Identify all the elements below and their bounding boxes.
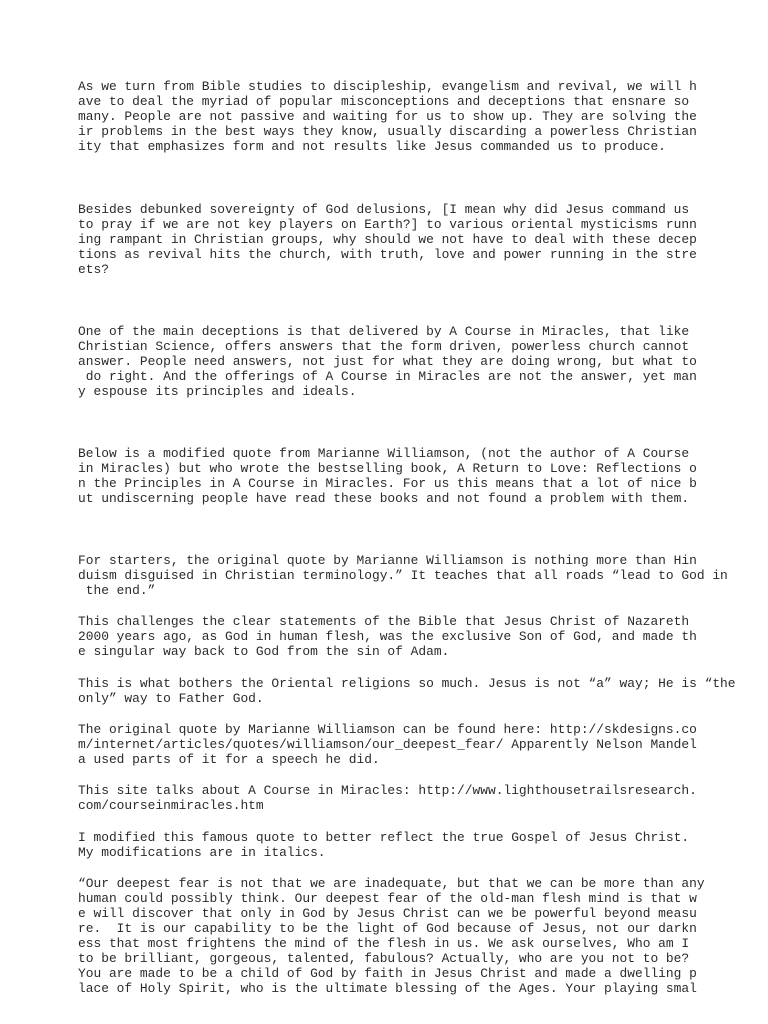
text-line: e singular way back to God from the sin of Adam. [78,644,450,659]
text-line: many. People are not passive and waiting for us to show up. They are solving the [78,109,697,124]
text-line: ir problems in the best ways they know, usually discarding a powerless Christian [78,124,697,139]
text-line: n the Principles in A Course in Miracles. For us this means that a lot of nice b [78,476,697,491]
text-line: ets? [78,262,109,277]
text-line: in Miracles) but who wrote the bestselling book, A Return to Love: Reflections o [78,461,697,476]
text-line: As we turn from Bible studies to discipleship, evangelism and revival, we will h [78,79,697,94]
text-line: the end.” [78,583,156,598]
text-line: only” way to Father God. [78,691,264,706]
text-line: The original quote by Marianne Williamson can be found here: http://skdesigns.co [78,722,697,737]
text-line: a used parts of it for a speech he did. [78,752,380,767]
text-line: I modified this famous quote to better reflect the true Gospel of Jesus Christ. [78,830,690,845]
text-line: human could possibly think. Our deepest fear of the old-man flesh mind is that w [78,891,697,906]
text-line: One of the main deceptions is that delivered by A Course in Miracles, that like [78,324,690,339]
text-line: This site talks about A Course in Miracles: http://www.lighthousetrailsresearch. [78,783,697,798]
text-line: m/internet/articles/quotes/williamson/our_deepest_fear/ Apparently Nelson Mandel [78,737,697,752]
text-line: com/courseinmiracles.htm [78,798,264,813]
text-line: You are made to be a child of God by faith in Jesus Christ and made a dwelling p [78,966,697,981]
text-line: re. It is our capability to be the light of God because of Jesus, not our darkn [78,921,697,936]
text-line: do right. And the offerings of A Course in Miracles are not the answer, yet man [78,369,697,384]
text-line: This challenges the clear statements of the Bible that Jesus Christ of Nazareth [78,614,690,629]
text-line: Christian Science, offers answers that the form driven, powerless church cannot [78,339,690,354]
text-line: My modifications are in italics. [78,845,326,860]
text-line: lace of Holy Spirit, who is the ultimate blessing of the Ages. Your playing smal [78,981,697,996]
text-line: ing rampant in Christian groups, why should we not have to deal with these decep [78,232,697,247]
text-line: This is what bothers the Oriental religions so much. Jesus is not “a” way; He is “the [78,676,736,691]
text-line: y espouse its principles and ideals. [78,384,357,399]
text-line: For starters, the original quote by Marianne Williamson is nothing more than Hin [78,553,697,568]
text-line: to be brilliant, gorgeous, talented, fabulous? Actually, who are you not to be? [78,951,690,966]
text-line: Below is a modified quote from Marianne Williamson, (not the author of A Course [78,446,690,461]
text-line: ut undiscerning people have read these books and not found a problem with them. [78,491,690,506]
text-line: tions as revival hits the church, with truth, love and power running in the stre [78,247,697,262]
text-line: e will discover that only in God by Jesus Christ can we be powerful beyond measu [78,906,697,921]
text-line: ity that emphasizes form and not results like Jesus commanded us to produce. [78,139,666,154]
text-line: “Our deepest fear is not that we are inadequate, but that we can be more than any [78,876,705,891]
text-line: answer. People need answers, not just for what they are doing wrong, but what to [78,354,697,369]
text-line: ave to deal the myriad of popular misconceptions and deceptions that ensnare so [78,94,690,109]
text-line: to pray if we are not key players on Earth?] to various oriental mysticisms runn [78,217,697,232]
text-line: duism disguised in Christian terminology.” It teaches that all roads “lead to God in [78,568,728,583]
text-line: Besides debunked sovereignty of God delusions, [I mean why did Jesus command us [78,202,690,217]
text-line: ess that most frightens the mind of the flesh in us. We ask ourselves, Who am I [78,936,690,951]
text-line: 2000 years ago, as God in human flesh, was the exclusive Son of God, and made th [78,629,697,644]
